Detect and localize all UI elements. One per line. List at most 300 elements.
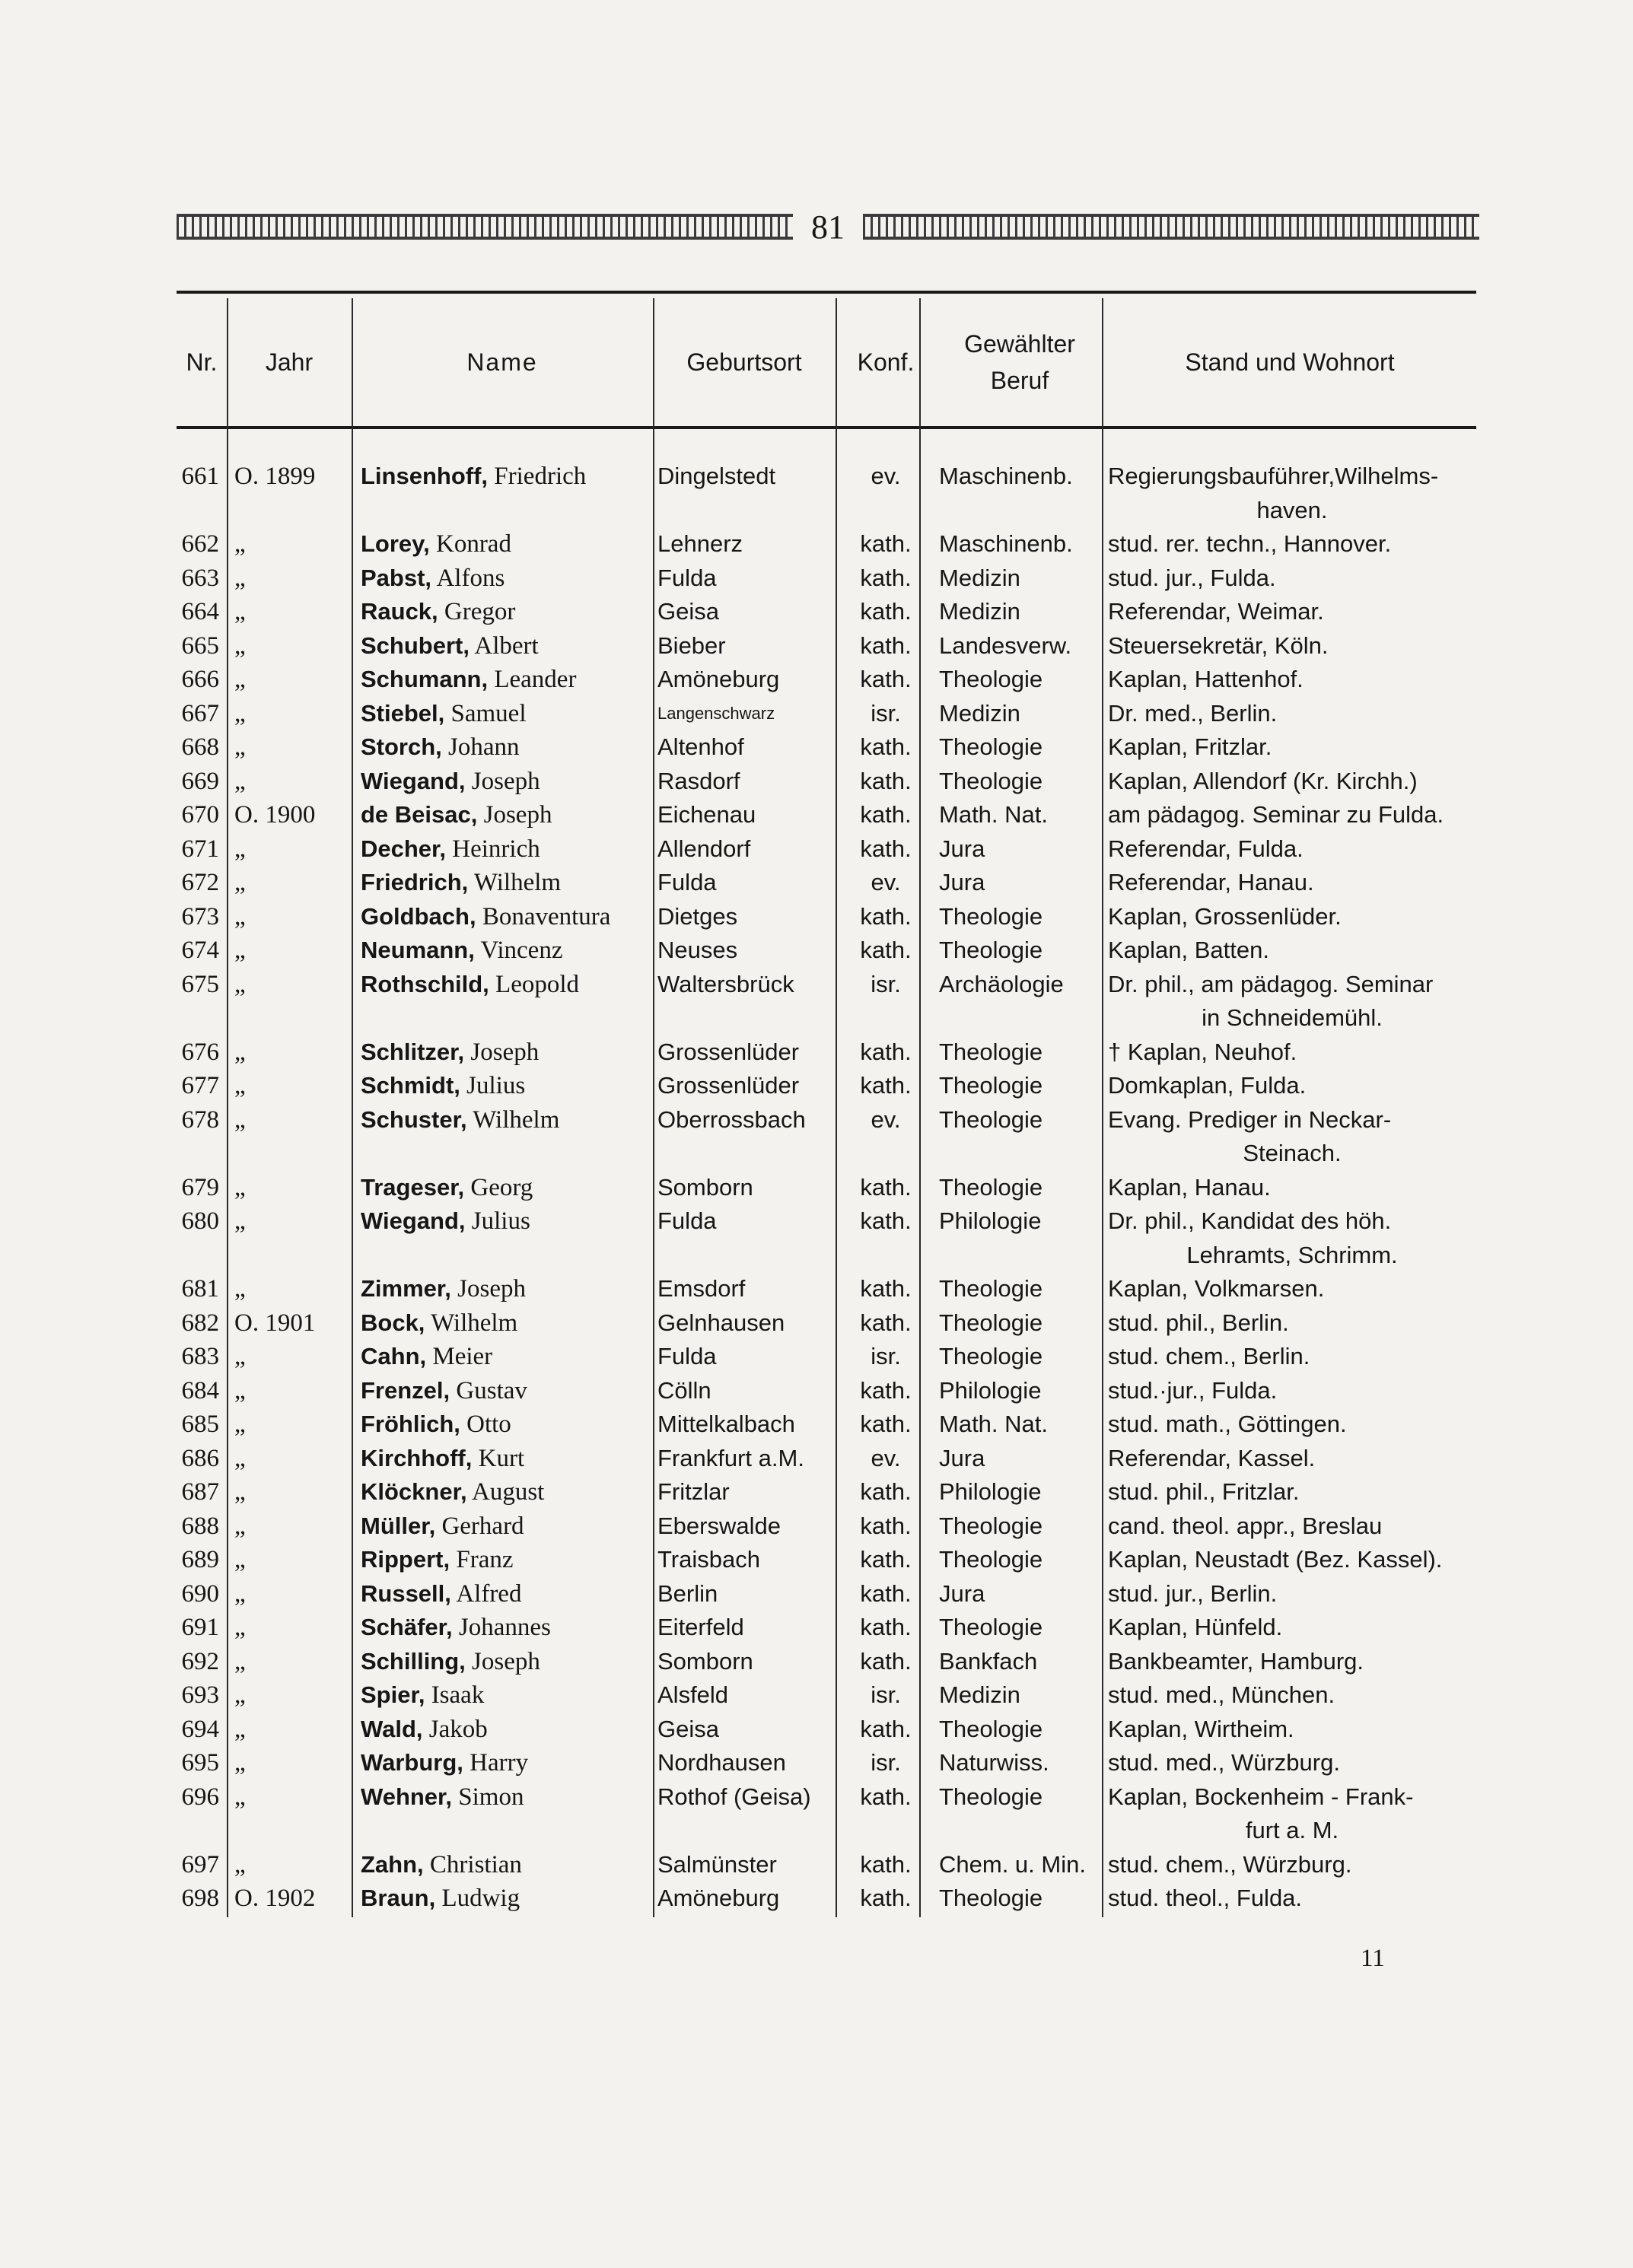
row-number: 683	[181, 1343, 219, 1370]
row-year: „	[234, 1105, 246, 1134]
row-confession: kath.	[860, 631, 912, 659]
row-birthplace: Fulda	[657, 564, 717, 591]
row-surname: Wald,	[361, 1715, 423, 1742]
row-profession: Jura	[939, 1579, 985, 1607]
row-birthplace: Waltersbrück	[657, 970, 794, 997]
row-birthplace: Mittelkalbach	[657, 1411, 795, 1437]
row-residence	[1108, 1272, 1476, 1306]
row-number: 692	[181, 1647, 219, 1675]
row-name	[361, 1713, 488, 1747]
row-residence-line1: stud. phil., Fritzlar.	[1108, 1478, 1300, 1505]
row-residence	[1108, 798, 1476, 832]
row-residence	[1108, 1069, 1476, 1103]
row-year: „	[234, 1546, 246, 1573]
col-stand-header: Stand und Wohnort	[1185, 348, 1395, 376]
row-name	[361, 934, 562, 968]
row-name	[361, 1543, 514, 1577]
row-number: 677	[181, 1072, 219, 1099]
row-name	[361, 595, 515, 629]
row-given-name: Gustav	[456, 1376, 527, 1404]
row-given-name: Simon	[458, 1783, 524, 1811]
row-name	[361, 730, 520, 765]
row-year: „	[234, 767, 246, 795]
row-name	[361, 1645, 540, 1679]
row-given-name: Alfons	[436, 564, 505, 592]
row-residence	[1108, 1611, 1476, 1645]
row-given-name: Ludwig	[441, 1885, 520, 1912]
row-birthplace: Allendorf	[657, 835, 751, 862]
row-residence-line1: stud. jur., Fulda.	[1108, 564, 1276, 591]
col-konf-header: Konf.	[857, 348, 915, 376]
row-year: „	[234, 1478, 246, 1506]
row-residence-line1: stud. theol., Fulda.	[1108, 1885, 1303, 1911]
row-residence	[1108, 934, 1476, 968]
row-confession: kath.	[860, 1038, 912, 1065]
row-residence	[1108, 1103, 1476, 1171]
row-year: „	[234, 869, 246, 896]
row-number: 682	[181, 1309, 219, 1337]
row-surname: Rauck,	[361, 598, 438, 625]
row-residence-line1: Referendar, Fulda.	[1108, 835, 1304, 862]
row-given-name: Leander	[494, 666, 577, 693]
row-given-name: Wilhelm	[431, 1309, 518, 1337]
row-residence	[1108, 460, 1476, 527]
row-number: 676	[181, 1038, 219, 1066]
col-geburtsort-header: Geburtsort	[686, 348, 802, 376]
row-given-name: Friedrich	[494, 463, 587, 490]
row-name	[361, 1340, 492, 1374]
row-birthplace: Langenschwarz	[657, 703, 775, 723]
row-surname: Rothschild,	[361, 970, 489, 997]
row-birthplace: Somborn	[657, 1647, 753, 1675]
row-residence	[1108, 1543, 1476, 1577]
row-birthplace: Neuses	[657, 937, 738, 963]
row-year: „	[234, 1173, 246, 1201]
row-name	[361, 1306, 517, 1341]
row-profession: Theologie	[939, 1309, 1043, 1336]
row-surname: Braun,	[361, 1885, 436, 1911]
row-surname: Frenzel,	[361, 1376, 450, 1404]
row-number: 679	[181, 1173, 219, 1201]
row-name	[361, 629, 539, 663]
row-number: 662	[181, 530, 219, 558]
row-surname: Schumann,	[361, 666, 489, 692]
row-confession: kath.	[860, 767, 912, 794]
row-profession: Naturwiss.	[939, 1749, 1049, 1776]
row-given-name: Albert	[474, 631, 539, 660]
row-profession: Theologie	[939, 1614, 1043, 1640]
row-confession: kath.	[860, 1512, 912, 1539]
row-year: „	[234, 564, 246, 592]
row-profession: Chem. u. Min.	[939, 1850, 1086, 1878]
row-name	[361, 561, 505, 596]
row-given-name: Vincenz	[480, 937, 563, 964]
row-year: „	[234, 733, 246, 761]
row-confession: kath.	[860, 1579, 912, 1607]
row-year: „	[234, 1783, 246, 1811]
row-birthplace: Grossenlüder	[657, 1072, 800, 1099]
row-given-name: Joseph	[483, 801, 552, 829]
row-surname: Trageser,	[361, 1173, 465, 1201]
row-year: „	[234, 1579, 246, 1608]
row-number: 663	[181, 564, 219, 592]
row-surname: Goldbach,	[361, 902, 476, 930]
row-birthplace: Amöneburg	[657, 1885, 780, 1911]
row-name	[361, 1780, 524, 1815]
row-given-name: Johannes	[458, 1614, 551, 1641]
row-profession: Philologie	[939, 1207, 1042, 1234]
row-year: „	[234, 902, 246, 930]
row-name	[361, 663, 576, 697]
row-residence-line1: Dr. med., Berlin.	[1108, 699, 1278, 727]
row-name	[361, 765, 540, 799]
row-given-name: Franz	[456, 1546, 514, 1573]
column-divider	[836, 298, 837, 1917]
row-profession: Theologie	[939, 1512, 1043, 1539]
row-year: „	[234, 631, 246, 660]
row-birthplace: Fritzlar	[657, 1478, 730, 1505]
row-profession: Medizin	[939, 564, 1020, 591]
row-name	[361, 1204, 530, 1239]
row-residence-line1: stud. math., Göttingen.	[1108, 1411, 1347, 1437]
row-given-name: Julius	[466, 1072, 526, 1099]
row-name	[361, 460, 586, 494]
row-residence-line1: Dr. phil., am pädagog. Seminar	[1108, 970, 1434, 997]
row-surname: Lorey,	[361, 530, 430, 557]
row-residence	[1108, 1780, 1476, 1848]
row-surname: Zahn,	[361, 1850, 424, 1878]
row-given-name: Kurt	[478, 1444, 525, 1472]
row-profession: Theologie	[939, 733, 1043, 760]
row-given-name: Heinrich	[452, 835, 540, 863]
row-residence	[1108, 832, 1476, 867]
ornament-right	[863, 214, 1479, 240]
row-number: 689	[181, 1546, 219, 1573]
row-given-name: Harry	[470, 1749, 529, 1777]
row-confession: isr.	[871, 1681, 901, 1708]
row-residence	[1108, 968, 1476, 1035]
row-birthplace: Traisbach	[657, 1546, 760, 1573]
row-residence	[1108, 730, 1476, 765]
row-year: „	[234, 1749, 246, 1777]
row-year: O. 1899	[234, 463, 316, 490]
row-name	[361, 1475, 544, 1509]
row-birthplace: Amöneburg	[657, 666, 780, 692]
row-residence	[1108, 1746, 1476, 1780]
row-given-name: Konrad	[435, 530, 511, 558]
row-surname: Müller,	[361, 1512, 436, 1539]
row-surname: Wehner,	[361, 1783, 453, 1810]
row-birthplace: Bieber	[657, 631, 726, 659]
row-residence-line1: Evang. Prediger in Neckar-	[1108, 1105, 1392, 1133]
row-given-name: Meier	[432, 1343, 493, 1370]
row-birthplace: Salmünster	[657, 1850, 777, 1878]
row-surname: Schmidt,	[361, 1072, 460, 1099]
row-number: 691	[181, 1614, 219, 1641]
row-year: „	[234, 1411, 246, 1438]
row-birthplace: Somborn	[657, 1173, 753, 1201]
row-given-name: Isaak	[431, 1681, 485, 1709]
row-name	[361, 1509, 524, 1544]
row-confession: kath.	[860, 1376, 912, 1404]
row-given-name: Joseph	[470, 1038, 540, 1066]
row-profession: Maschinenb.	[939, 530, 1073, 557]
row-residence-line1: stud. chem., Würzburg.	[1108, 1850, 1352, 1878]
row-residence	[1108, 561, 1476, 596]
row-residence-line1: Referendar, Hanau.	[1108, 869, 1314, 895]
row-year: O. 1901	[234, 1309, 316, 1337]
col-beruf-header-line1: Gewählter	[964, 330, 1075, 358]
row-number: 672	[181, 869, 219, 896]
row-number: 698	[181, 1885, 219, 1912]
row-profession: Theologie	[939, 1885, 1043, 1911]
row-given-name: Otto	[466, 1411, 511, 1438]
row-residence-line1: Domkaplan, Fulda.	[1108, 1072, 1307, 1099]
row-name	[361, 832, 540, 867]
table-top-rule	[177, 291, 1476, 294]
row-residence-line1: Referendar, Weimar.	[1108, 598, 1324, 625]
row-residence-line1: Kaplan, Volkmarsen.	[1108, 1275, 1325, 1302]
row-profession: Theologie	[939, 937, 1043, 963]
row-name	[361, 1746, 528, 1780]
row-confession: kath.	[860, 1207, 912, 1234]
row-number: 686	[181, 1444, 219, 1472]
col-nr-header: Nr.	[186, 348, 218, 376]
row-given-name: Wilhelm	[473, 1105, 560, 1134]
row-confession: isr.	[871, 1749, 901, 1776]
row-confession: isr.	[871, 699, 901, 727]
row-residence	[1108, 1306, 1476, 1341]
row-name	[361, 1442, 524, 1476]
row-confession: kath.	[860, 733, 912, 760]
row-year: „	[234, 1681, 246, 1709]
row-surname: Stiebel,	[361, 699, 445, 727]
row-number: 680	[181, 1207, 219, 1235]
row-profession: Medizin	[939, 598, 1020, 625]
row-residence	[1108, 900, 1476, 934]
row-confession: kath.	[860, 902, 912, 930]
row-confession: kath.	[860, 1647, 912, 1675]
row-name	[361, 900, 610, 934]
page-header-ornament	[177, 204, 1479, 250]
row-birthplace: Geisa	[657, 1715, 719, 1742]
row-residence-line1: Kaplan, Hünfeld.	[1108, 1614, 1283, 1640]
row-name	[361, 697, 527, 731]
row-number: 695	[181, 1749, 219, 1777]
row-residence	[1108, 1340, 1476, 1374]
row-surname: Warburg,	[361, 1749, 463, 1776]
row-profession: Medizin	[939, 699, 1020, 727]
row-birthplace: Fulda	[657, 869, 717, 895]
row-number: 670	[181, 801, 219, 829]
row-year: „	[234, 937, 246, 964]
row-number: 688	[181, 1512, 219, 1540]
row-residence-line1: stud. rer. techn., Hannover.	[1108, 530, 1392, 557]
row-given-name: Christian	[429, 1850, 522, 1878]
row-residence-line1: stud.·jur., Fulda.	[1108, 1376, 1278, 1404]
row-given-name: Leopold	[495, 970, 580, 998]
row-year: „	[234, 835, 246, 863]
row-year: „	[234, 598, 246, 625]
row-number: 675	[181, 970, 219, 998]
row-residence-line2: Steinach.	[1243, 1140, 1342, 1166]
row-profession: Theologie	[939, 1343, 1043, 1369]
column-divider	[352, 298, 353, 1917]
row-birthplace: Lehnerz	[657, 530, 743, 557]
row-surname: de Beisac,	[361, 801, 478, 828]
col-beruf-header	[936, 298, 1103, 426]
row-name	[361, 1577, 521, 1611]
row-residence-line1: Kaplan, Wirtheim.	[1108, 1715, 1294, 1742]
row-given-name: Johann	[448, 733, 520, 761]
row-residence-line1: stud. med., München.	[1108, 1681, 1335, 1708]
row-profession: Jura	[939, 869, 985, 895]
row-residence-line1: Kaplan, Hanau.	[1108, 1173, 1271, 1201]
row-birthplace: Eichenau	[657, 801, 756, 828]
row-profession: Theologie	[939, 666, 1043, 692]
row-residence-line1: † Kaplan, Neuhof.	[1108, 1038, 1297, 1065]
row-number: 678	[181, 1105, 219, 1134]
row-profession: Jura	[939, 835, 985, 862]
row-confession: kath.	[860, 1411, 912, 1437]
row-birthplace: Grossenlüder	[657, 1038, 800, 1065]
row-number: 693	[181, 1681, 219, 1709]
row-number: 696	[181, 1783, 219, 1811]
row-residence-line1: Kaplan, Fritzlar.	[1108, 733, 1272, 760]
row-profession: Medizin	[939, 1681, 1020, 1708]
row-surname: Fröhlich,	[361, 1411, 460, 1437]
row-birthplace: Rasdorf	[657, 767, 740, 794]
row-year: O. 1900	[234, 801, 316, 829]
row-name	[361, 798, 552, 832]
row-residence	[1108, 595, 1476, 629]
row-name	[361, 1374, 527, 1408]
row-name	[361, 1171, 533, 1205]
row-surname: Spier,	[361, 1681, 425, 1708]
row-residence	[1108, 1374, 1476, 1408]
row-year: „	[234, 970, 246, 998]
row-residence-line1: stud. med., Würzburg.	[1108, 1749, 1340, 1776]
row-profession: Theologie	[939, 1173, 1043, 1201]
row-given-name: Georg	[470, 1173, 533, 1201]
row-year: „	[234, 1614, 246, 1641]
row-profession: Math. Nat.	[939, 801, 1048, 828]
row-given-name: Joseph	[472, 1647, 540, 1675]
row-residence-line1: Dr. phil., Kandidat des höh.	[1108, 1207, 1392, 1234]
row-confession: kath.	[860, 801, 912, 828]
row-surname: Schilling,	[361, 1647, 466, 1675]
row-birthplace: Eberswalde	[657, 1512, 781, 1539]
row-confession: kath.	[860, 1715, 912, 1742]
row-residence	[1108, 1577, 1476, 1611]
row-residence	[1108, 1509, 1476, 1544]
row-birthplace: Fulda	[657, 1207, 717, 1234]
row-birthplace: Oberrossbach	[657, 1105, 806, 1133]
row-residence-line1: Kaplan, Hattenhof.	[1108, 666, 1304, 692]
row-birthplace: Eiterfeld	[657, 1614, 744, 1640]
table-header	[177, 298, 1476, 426]
row-year: „	[234, 1275, 246, 1303]
row-surname: Schäfer,	[361, 1614, 453, 1640]
row-name	[361, 1611, 551, 1645]
row-year: „	[234, 1444, 246, 1472]
row-residence-line2: haven.	[1256, 496, 1328, 523]
row-confession: kath.	[860, 564, 912, 591]
row-profession: Theologie	[939, 1105, 1043, 1133]
row-given-name: Joseph	[457, 1275, 526, 1303]
row-birthplace: Alsfeld	[657, 1681, 729, 1708]
row-birthplace: Rothof (Geisa)	[657, 1783, 811, 1810]
row-birthplace: Nordhausen	[657, 1749, 786, 1776]
column-divider	[653, 298, 654, 1917]
row-confession: kath.	[860, 835, 912, 862]
row-surname: Rippert,	[361, 1546, 450, 1573]
row-confession: isr.	[871, 1343, 901, 1369]
ornament-left	[177, 214, 793, 240]
row-confession: ev.	[871, 869, 901, 895]
row-profession: Theologie	[939, 1072, 1043, 1099]
row-confession: ev.	[871, 1444, 901, 1471]
row-year: „	[234, 1376, 246, 1404]
row-birthplace: Dingelstedt	[657, 463, 776, 489]
row-birthplace: Dietges	[657, 902, 738, 930]
row-given-name: Wilhelm	[473, 869, 562, 896]
row-profession: Theologie	[939, 1546, 1043, 1573]
row-number: 684	[181, 1376, 219, 1404]
row-surname: Schlitzer,	[361, 1038, 465, 1065]
row-confession: kath.	[860, 1275, 912, 1302]
row-year: „	[234, 1207, 246, 1235]
row-confession: kath.	[860, 666, 912, 692]
row-profession: Philologie	[939, 1478, 1042, 1505]
row-residence-line1: Bankbeamter, Hamburg.	[1108, 1647, 1364, 1675]
col-jahr-header: Jahr	[265, 348, 314, 376]
row-confession: kath.	[860, 1783, 912, 1810]
row-residence	[1108, 1882, 1476, 1916]
row-number: 667	[181, 699, 219, 727]
row-number: 661	[181, 463, 219, 490]
row-profession: Math. Nat.	[939, 1411, 1048, 1437]
row-residence-line1: Kaplan, Neustadt (Bez. Kassel).	[1108, 1546, 1443, 1573]
row-confession: ev.	[871, 463, 901, 489]
row-number: 673	[181, 902, 219, 930]
row-year: „	[234, 1850, 246, 1878]
row-residence	[1108, 1645, 1476, 1679]
row-birthplace: Geisa	[657, 598, 719, 625]
page-number: 81	[811, 208, 845, 246]
row-profession: Landesverw.	[939, 631, 1072, 659]
row-name	[361, 1848, 522, 1882]
row-name	[361, 1678, 484, 1713]
row-surname: Schuster,	[361, 1105, 467, 1133]
row-birthplace: Fulda	[657, 1343, 717, 1369]
row-birthplace: Emsdorf	[657, 1275, 746, 1302]
row-birthplace: Frankfurt a.M.	[657, 1444, 804, 1471]
row-year: „	[234, 1038, 246, 1066]
row-confession: kath.	[860, 937, 912, 963]
row-surname: Neumann,	[361, 937, 475, 963]
row-birthplace: Cölln	[657, 1376, 711, 1404]
row-residence	[1108, 1713, 1476, 1747]
footer-signature-number: 11	[1361, 1945, 1385, 1972]
row-given-name: Alfred	[456, 1579, 522, 1608]
row-surname: Zimmer,	[361, 1275, 451, 1302]
row-profession: Theologie	[939, 902, 1043, 930]
row-residence-line1: stud. phil., Berlin.	[1108, 1309, 1289, 1336]
row-residence	[1108, 629, 1476, 663]
row-birthplace: Gelnhausen	[657, 1309, 785, 1336]
row-year: „	[234, 1343, 246, 1370]
